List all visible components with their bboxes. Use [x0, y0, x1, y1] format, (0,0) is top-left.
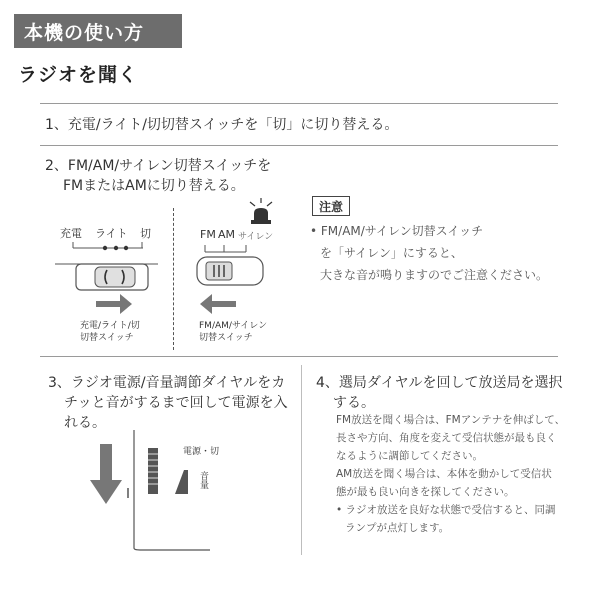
step3-line3: れる。	[64, 415, 106, 431]
caution-line-3: 大きな音が鳴りますのでご注意ください。	[320, 268, 549, 282]
caution-line-2: を「サイレン」にすると、	[320, 246, 463, 260]
arrow-left-icon	[200, 294, 240, 314]
switch2-label-fm: FM	[200, 228, 216, 241]
switch2-caption-line1: FM/AM/サイレン	[199, 321, 268, 331]
page-title: ラジオを聞く	[18, 64, 139, 86]
caution-badge	[312, 196, 350, 216]
step4-note-4: AM放送を聞く場合は、本体を動かして受信状	[336, 468, 552, 480]
switch1-label-off: 切	[140, 227, 151, 240]
switch2-label-siren: サイレン	[238, 232, 274, 242]
step4-note-1: FM放送を聞く場合は、FMアンテナを伸ばして、	[336, 414, 566, 426]
switch2-caption-line2: 切替スイッチ	[199, 333, 253, 343]
arrow-right-icon	[96, 294, 136, 314]
divider-top	[40, 103, 558, 104]
caution-line-1: • FM/AM/サイレン切替スイッチ	[310, 224, 484, 238]
divider-vertical	[301, 365, 302, 555]
switch1-caption-line1: 充電/ライト/切	[80, 321, 140, 331]
step2-line2: FMまたはAMに切り替える。	[63, 178, 245, 194]
power-off-label: 電源・切	[183, 447, 220, 457]
volume-label: 音量	[198, 471, 208, 489]
step4-line2: する。	[333, 395, 375, 411]
step4-note-7: ランプが点灯します。	[345, 522, 450, 534]
divider-step1	[40, 145, 558, 146]
step3-line2: チッと音がするまで回して電源を入	[64, 395, 288, 411]
section-tag-label: 本機の使い方	[24, 21, 145, 44]
caution-badge-label: 注意	[318, 199, 343, 214]
step3-line1: 3、ラジオ電源/音量調節ダイヤルをカ	[48, 375, 286, 391]
step2-line1: 2、FM/AM/サイレン切替スイッチを	[45, 158, 272, 174]
switch1-caption-line2: 切替スイッチ	[80, 333, 134, 343]
step4-note-3: なるように調節してください。	[336, 450, 483, 462]
switch2-illustration	[192, 240, 282, 300]
switch-separator	[173, 208, 174, 350]
step1-text: 1、充電/ライト/切切替スイッチを「切」に切り替える。	[45, 117, 399, 133]
step4-note-5: 態が最も良い向きを探してください。	[336, 486, 515, 498]
step4-line1: 4、選局ダイヤルを回して放送局を選択	[316, 375, 563, 391]
switch2-label-am: AM	[218, 228, 236, 241]
switch1-label-light: ライト	[95, 227, 128, 240]
divider-step2	[40, 356, 558, 357]
siren-icon	[247, 198, 277, 226]
section-tag	[14, 14, 182, 48]
step4-note-6: • ラジオ放送を良好な状態で受信すると、同調	[336, 504, 556, 516]
step4-note-2: 長さや方向、角度を変えて受信状態が最も良く	[336, 432, 557, 444]
switch1-label-charge: 充電	[60, 227, 82, 240]
